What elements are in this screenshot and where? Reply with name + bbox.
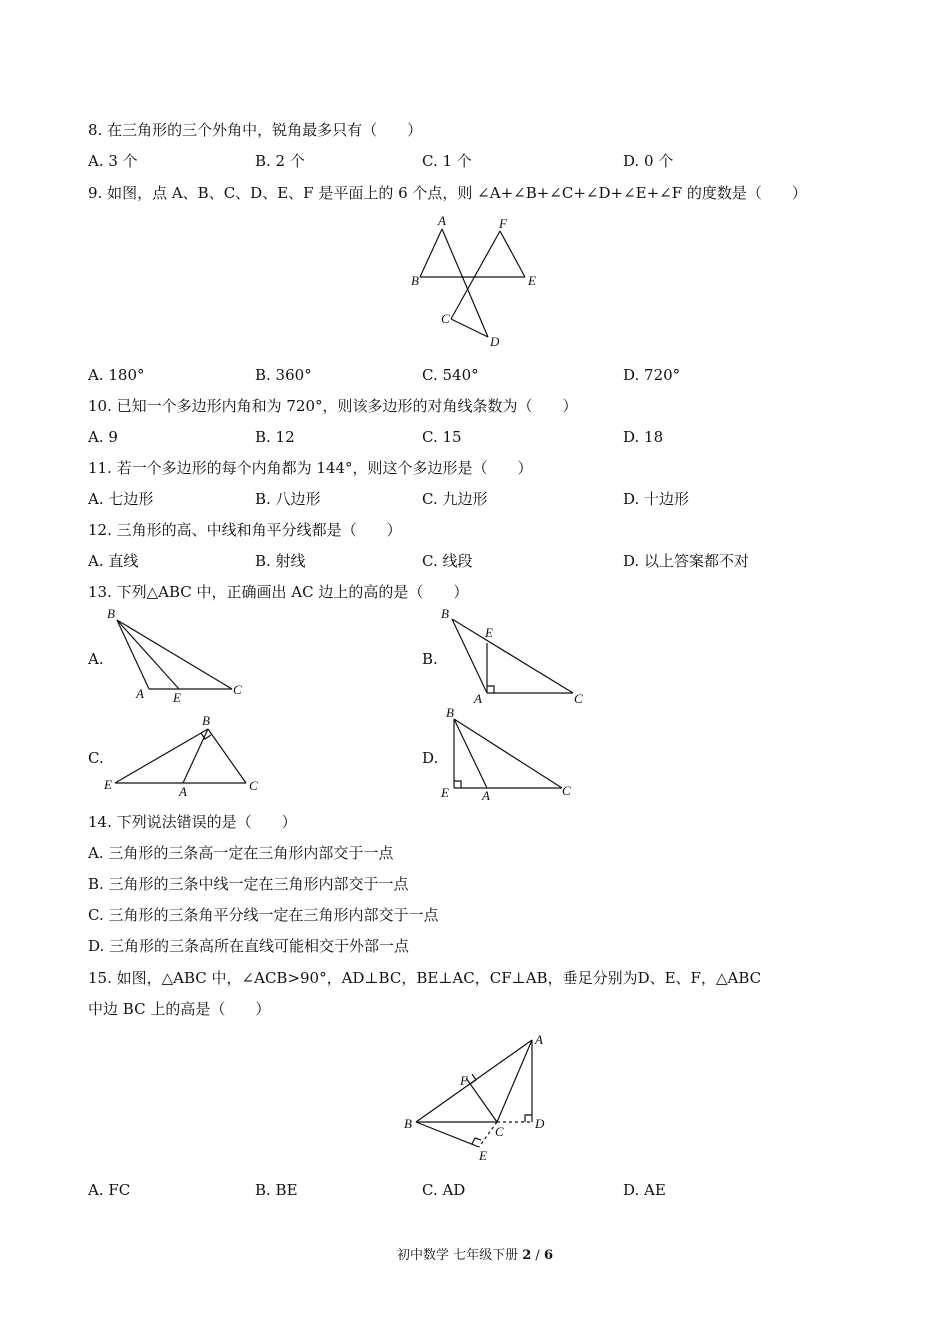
q15-option-d[interactable]: D. AE	[623, 1181, 666, 1199]
q10-option-d[interactable]: D. 18	[623, 428, 664, 446]
page-footer	[0, 1244, 950, 1263]
q9-option-b[interactable]: B. 360°	[255, 366, 312, 384]
question-10-stem: 10. 已知一个多边形内角和为 720°，则该多边形的对角线条数为（ ）	[88, 397, 578, 415]
q13a-label-a: A	[136, 686, 144, 701]
q15-label-a: A	[535, 1032, 543, 1047]
question-13-stem: 13. 下列△ABC 中，正确画出 AC 边上的高的是（ ）	[88, 583, 469, 601]
q11-option-b[interactable]: B. 八边形	[255, 490, 321, 508]
q13b-figure	[438, 605, 588, 705]
q12-option-b[interactable]: B. 射线	[255, 552, 306, 570]
q13c-figure	[103, 712, 268, 802]
question-8-stem: 8. 在三角形的三个外角中，锐角最多只有（ ）	[88, 121, 423, 139]
q8-option-c[interactable]: C. 1 个	[422, 152, 472, 170]
q14-option-d[interactable]: D. 三角形的三条高所在直线可能相交于外部一点	[88, 937, 410, 955]
q9-label-b: B	[411, 273, 419, 288]
q13d-label-b: B	[446, 705, 454, 720]
q15-figure	[402, 1030, 552, 1170]
q13-option-b[interactable]: B.	[422, 650, 438, 668]
q13d-label-e: E	[441, 785, 449, 800]
q13-option-d[interactable]: D.	[422, 749, 439, 767]
q14-option-b[interactable]: B. 三角形的三条中线一定在三角形内部交于一点	[88, 875, 409, 893]
q13c-label-b: B	[202, 713, 210, 728]
q10-option-b[interactable]: B. 12	[255, 428, 295, 446]
q12-option-a[interactable]: A. 直线	[88, 552, 139, 570]
q13a-label-c: C	[233, 682, 242, 697]
footer-text: 初中数学 七年级下册	[396, 1248, 523, 1263]
q8-option-b[interactable]: B. 2 个	[255, 152, 305, 170]
q13a-label-e: E	[173, 690, 181, 705]
q15-label-d: D	[535, 1116, 545, 1131]
q9-option-c[interactable]: C. 540°	[422, 366, 479, 384]
q13c-label-a: A	[179, 784, 187, 799]
q15-option-a[interactable]: A. FC	[88, 1181, 131, 1199]
q14-option-c[interactable]: C. 三角形的三条角平分线一定在三角形内部交于一点	[88, 906, 439, 924]
q15-label-f: F	[460, 1073, 468, 1088]
q14-option-a[interactable]: A. 三角形的三条高一定在三角形内部交于一点	[88, 844, 394, 862]
q10-option-a[interactable]: A. 9	[88, 428, 118, 446]
q13c-label-c: C	[249, 778, 258, 793]
q13d-label-a: A	[482, 788, 490, 803]
q9-figure	[405, 215, 545, 350]
q13b-label-a: A	[474, 691, 482, 706]
footer-total: 6	[543, 1248, 553, 1263]
q9-option-a[interactable]: A. 180°	[88, 366, 145, 384]
footer-sep: /	[531, 1248, 544, 1263]
q9-label-a: A	[438, 213, 446, 228]
question-15-stem-cont: 中边 BC 上的高是（ ）	[88, 1000, 271, 1018]
q9-seg-FE	[500, 231, 525, 277]
q11-option-d[interactable]: D. 十边形	[623, 490, 690, 508]
q13-option-c[interactable]: C.	[88, 749, 104, 767]
q13b-label-b: B	[441, 606, 449, 621]
q13b-label-e: E	[485, 625, 493, 640]
q9-label-f: F	[499, 216, 507, 231]
q15-option-b[interactable]: B. BE	[255, 1181, 298, 1199]
q9-option-d[interactable]: D. 720°	[623, 366, 681, 384]
q11-option-a[interactable]: A. 七边形	[88, 490, 154, 508]
q9-label-c: C	[441, 311, 450, 326]
q9-seg-FC	[451, 231, 500, 319]
q12-option-c[interactable]: C. 线段	[422, 552, 473, 570]
q9-label-d: D	[490, 334, 500, 349]
q15-label-e: E	[479, 1148, 487, 1163]
question-12-stem: 12. 三角形的高、中线和角平分线都是（ ）	[88, 521, 402, 539]
q13d-figure	[440, 706, 580, 806]
footer-page: 2	[522, 1248, 532, 1263]
q8-option-a[interactable]: A. 3 个	[88, 152, 138, 170]
q13d-label-c: C	[562, 783, 571, 798]
question-14-stem: 14. 下列说法错误的是（ ）	[88, 813, 297, 831]
q12-option-d[interactable]: D. 以上答案都不对	[623, 552, 750, 570]
q8-option-d[interactable]: D. 0 个	[623, 152, 674, 170]
q11-option-c[interactable]: C. 九边形	[422, 490, 488, 508]
question-15-stem: 15. 如图，△ABC 中，∠ACB>90°，AD⊥BC，BE⊥AC，CF⊥AB，垂足分别为D、E、F，△ABC	[88, 969, 762, 987]
question-9-stem: 9. 如图，点 A、B、C、D、E、F 是平面上的 6 个点，则 ∠A+∠B+∠C+∠D+∠E+∠F 的度数是（ ）	[88, 184, 807, 202]
q13a-label-b: B	[107, 606, 115, 621]
q13-option-a[interactable]: A.	[88, 650, 104, 668]
q9-label-e: E	[528, 273, 536, 288]
question-11-stem: 11. 若一个多边形的每个内角都为 144°，则这个多边形是（ ）	[88, 459, 533, 477]
q13b-label-c: C	[574, 691, 583, 706]
q15-label-b: B	[404, 1116, 412, 1131]
q10-option-c[interactable]: C. 15	[422, 428, 462, 446]
q9-seg-AB	[420, 229, 442, 277]
q13a-figure	[105, 605, 255, 705]
q9-seg-CD	[451, 319, 488, 337]
q15-option-c[interactable]: C. AD	[422, 1181, 466, 1199]
q15-label-c: C	[495, 1124, 504, 1139]
q13c-label-e: E	[104, 777, 112, 792]
